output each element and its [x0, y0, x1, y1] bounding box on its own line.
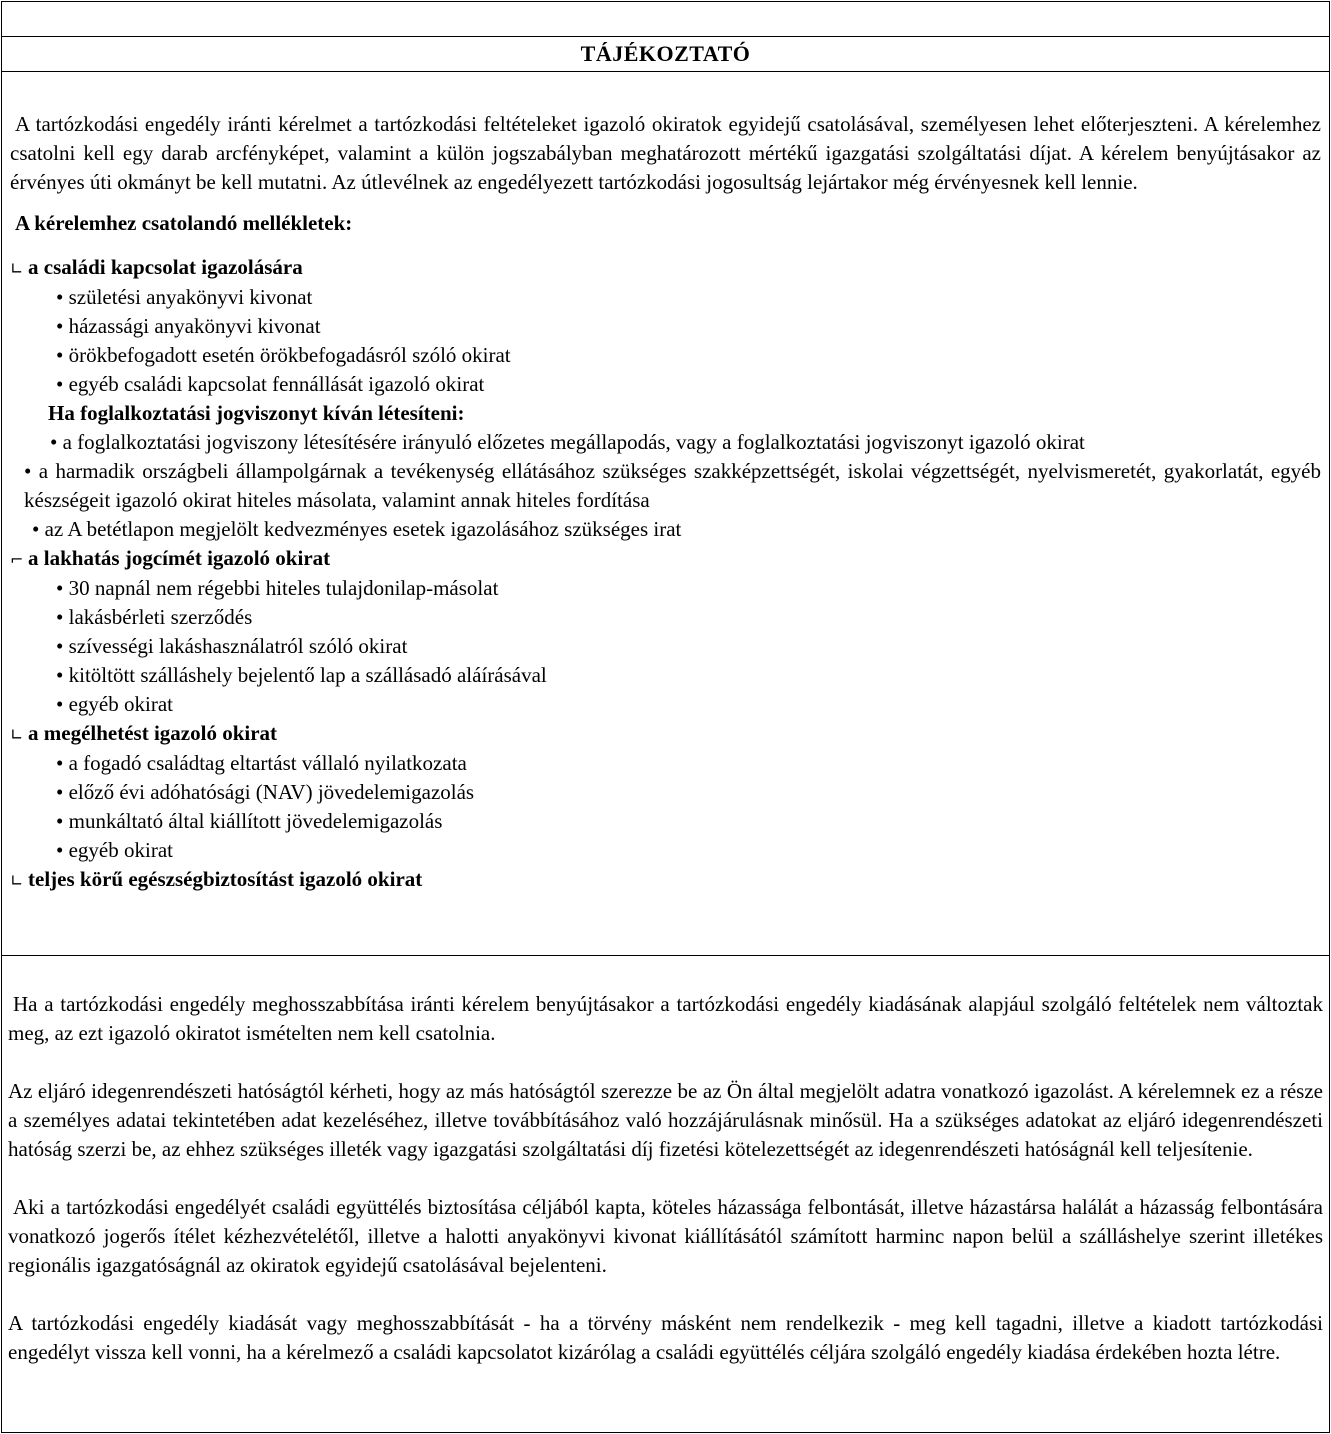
- intro-paragraph: A tartózkodási engedély iránti kérelmet a tartózkodási feltételeket igazoló okiratok egyidejű csatolásával, személyesen lehet előterjeszteni. A kérelemhez csatolni kell egy darab arcfényképet, valamint a külön jogszabályban meghatározott mértékű igazgatási szolgáltatási díjat. A kérelem benyújtásakor az érvényes úti okmányt be kell mutatni. Az útlevélnek az engedélyezett tartózkodási jogosultság lejártakor még érvényesnek kell lennie.: [10, 112, 1321, 194]
- housing-label: a lakhatás jogcímét igazoló okirat: [28, 546, 331, 570]
- family-group: [10, 253, 1321, 544]
- top-empty-row: [2, 2, 1329, 37]
- insurance-label: teljes körű egészségbiztosítást igazoló okirat: [28, 867, 423, 891]
- checkbox-icon: ∟: [10, 725, 24, 744]
- note-paragraph: Az eljáró idegenrendészeti hatóságtól kérheti, hogy az más hatóságtól szerezze be az Ön által megjelölt adatra vonatkozó igazolást. A kérelemnek ez a része a személyes adatai tekintetében adat kezeléséhez, illetve továbbításához való hozzájárulásnak minősül. Ha a szükséges adatokat az eljáró idegenrendészeti hatóság szerzi be, az ehhez szükséges illeték vagy igazgatási szolgáltatási díj fizetési kötelezettségét az idegenrendészeti hatóságnál kell teljesítenie.: [8, 1079, 1323, 1161]
- form-frame: [1, 1, 1330, 1433]
- requirements-section: [2, 72, 1329, 956]
- housing-group: [10, 544, 1321, 719]
- list-item: • a foglalkoztatási jogviszony létesítésére irányuló előzetes megállapodás, vagy a foglalkoztatási jogviszonyt igazoló okirat: [10, 428, 1321, 457]
- note-paragraph: A tartózkodási engedély kiadását vagy meghosszabbítását - ha a törvény másként nem rendelkezik - meg kell tagadni, illetve a kiadott tartózkodási engedélyt vissza kell vonni, ha a kérelmező a családi kapcsolatot kizárólag a családi együttélés céljára szolgáló engedély kiadása érdekében hozta létre.: [8, 1311, 1323, 1364]
- subsistence-group: [10, 719, 1321, 865]
- page-title: TÁJÉKOZTATÓ: [2, 37, 1329, 72]
- employment-heading: Ha foglalkoztatási jogviszonyt kíván létesíteni:: [48, 401, 465, 425]
- list-item: • egyéb családi kapcsolat fennállását igazoló okirat: [10, 370, 1321, 399]
- list-item: • egyéb okirat: [10, 690, 1321, 719]
- attachments-heading: A kérelemhez csatolandó mellékletek:: [15, 211, 353, 235]
- list-item: • házassági anyakönyvi kivonat: [10, 312, 1321, 341]
- insurance-category: [10, 865, 1321, 895]
- checkbox-icon: ∟: [10, 871, 24, 890]
- list-item: • születési anyakönyvi kivonat: [10, 283, 1321, 312]
- list-item: • szívességi lakáshasználatról szóló okirat: [10, 632, 1321, 661]
- list-item: • a harmadik országbeli állampolgárnak a tevékenység ellátásához szükséges szakképzettségét, iskolai végzettségét, nyelvismeretét, gyakorlatát, egyéb készségeit igazoló okirat hiteles másolata, valamint annak hiteles fordítása: [10, 457, 1321, 515]
- list-item: • kitöltött szálláshely bejelentő lap a szállásadó aláírásával: [10, 661, 1321, 690]
- list-item: • az A betétlapon megjelölt kedvezményes esetek igazolásához szükséges irat: [10, 515, 1321, 544]
- list-item: • előző évi adóhatósági (NAV) jövedelemigazolás: [10, 778, 1321, 807]
- family-label: a családi kapcsolat igazolására: [28, 255, 303, 279]
- notes-section: [2, 990, 1329, 1367]
- checkbox-icon: ∟: [10, 259, 24, 278]
- list-item: • a fogadó családtag eltartást vállaló nyilatkozata: [10, 749, 1321, 778]
- checkbox-icon: ⌐: [10, 550, 24, 569]
- family-category: [10, 253, 1321, 283]
- list-item: • lakásbérleti szerződés: [10, 603, 1321, 632]
- housing-category: [10, 544, 1321, 574]
- list-item: • munkáltató által kiállított jövedelemigazolás: [10, 807, 1321, 836]
- subsistence-label: a megélhetést igazoló okirat: [28, 721, 278, 745]
- note-paragraph: Ha a tartózkodási engedély meghosszabbítása iránti kérelem benyújtásakor a tartózkodási engedély kiadásának alapjául szolgáló feltételek nem változtak meg, az ezt igazoló okiratot ismételten nem kell csatolnia.: [8, 992, 1323, 1045]
- note-paragraph: Aki a tartózkodási engedélyét családi együttélés biztosítása céljából kapta, köteles házassága felbontását, illetve házastársa halálát a házasság felbontására vonatkozó jogerős ítélet kézhezvételétől, illetve a halotti anyakönyvi kivonat kiállításától számított harminc napon belül a szálláshelye szerint illetékes regionális igazgatóságnál az okiratok egyidejű csatolásával bejelenteni.: [8, 1195, 1323, 1277]
- list-item: • örökbefogadott esetén örökbefogadásról szóló okirat: [10, 341, 1321, 370]
- list-item: • egyéb okirat: [10, 836, 1321, 865]
- list-item: • 30 napnál nem régebbi hiteles tulajdonilap-másolat: [10, 574, 1321, 603]
- subsistence-category: [10, 719, 1321, 749]
